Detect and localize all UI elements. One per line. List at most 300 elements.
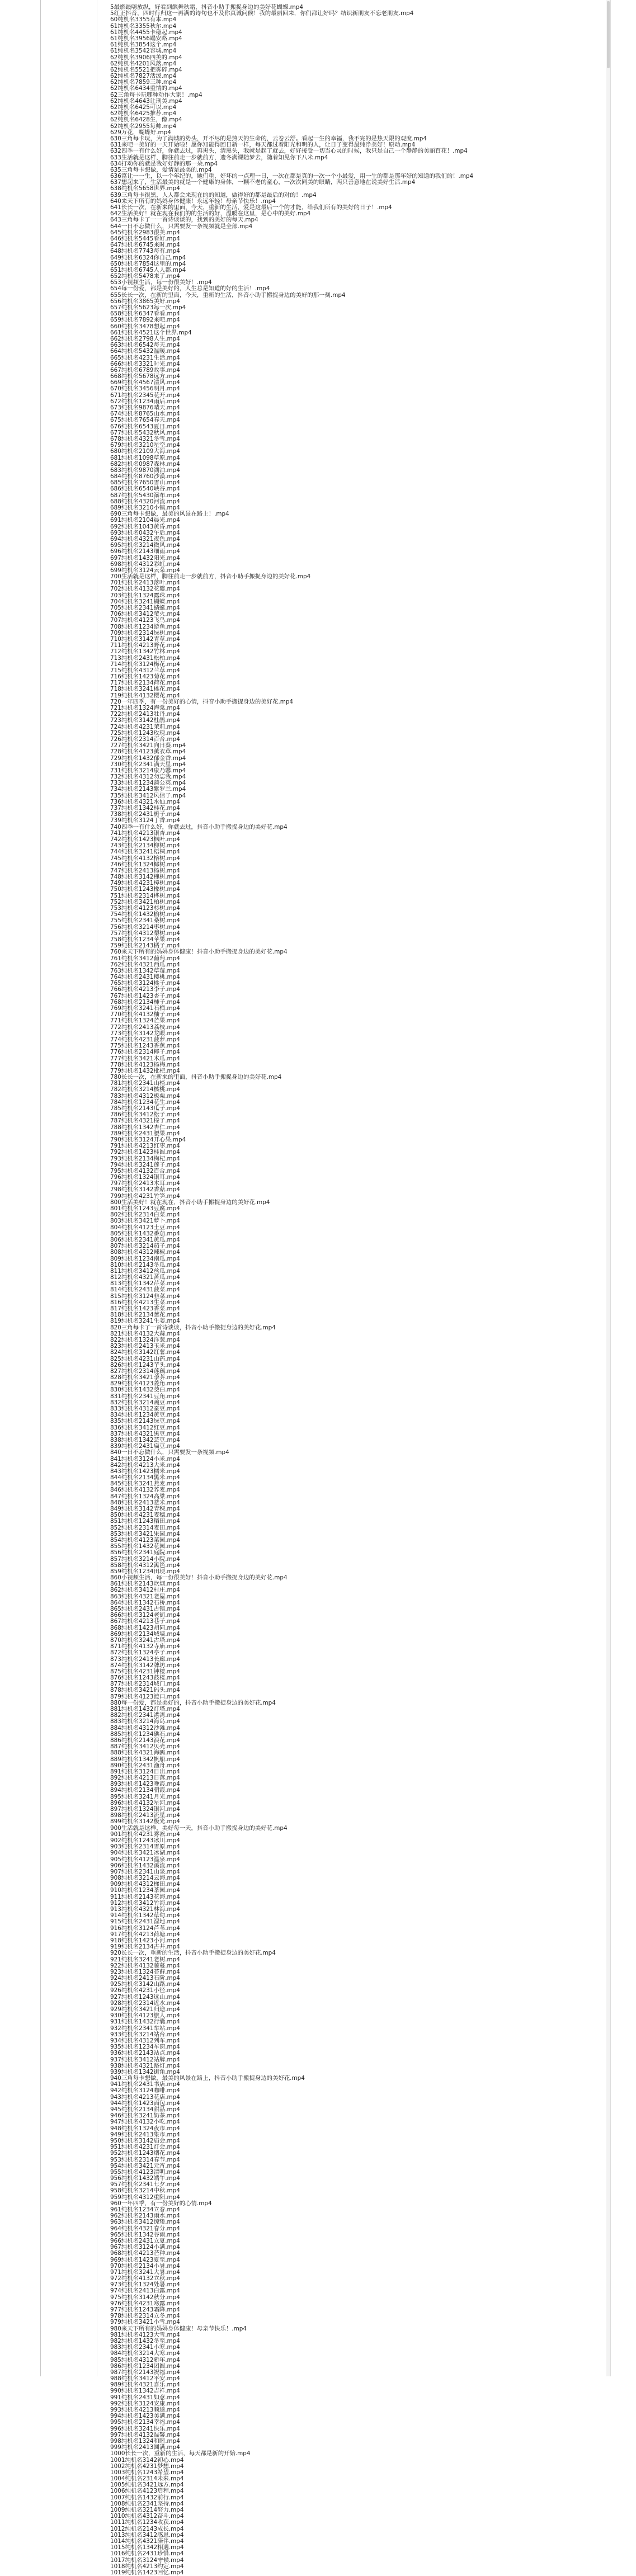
file-list-item[interactable]: [110, 1669, 636, 1675]
file-list-item[interactable]: [110, 2063, 636, 2069]
file-list-item[interactable]: [110, 2532, 636, 2539]
file-list-item[interactable]: [110, 2301, 636, 2307]
file-list-item[interactable]: [110, 1481, 636, 1487]
file-list-item[interactable]: [110, 399, 636, 405]
file-list-item[interactable]: [110, 1581, 636, 1587]
file-list-item[interactable]: [110, 1394, 636, 1400]
file-list-item[interactable]: [110, 11, 636, 17]
file-list-item[interactable]: [110, 1957, 636, 1963]
file-list-item[interactable]: [110, 1525, 636, 1531]
file-list-item[interactable]: [110, 2357, 636, 2363]
file-list-item[interactable]: [110, 2169, 636, 2176]
file-list-item[interactable]: [110, 1675, 636, 1681]
file-list-item[interactable]: [110, 793, 636, 799]
scrollbar-thumb[interactable]: [607, 1, 610, 68]
file-list-item[interactable]: [110, 886, 636, 893]
file-list-item[interactable]: [110, 593, 636, 599]
file-list-item[interactable]: [110, 937, 636, 943]
file-list-item[interactable]: [110, 812, 636, 818]
file-list-item[interactable]: [110, 580, 636, 586]
file-list-item[interactable]: [110, 686, 636, 692]
file-list-item[interactable]: [110, 2482, 636, 2488]
file-list-item[interactable]: [110, 1587, 636, 1593]
file-list-item[interactable]: [110, 843, 636, 849]
file-list-item[interactable]: [110, 1337, 636, 1343]
file-list-item[interactable]: [110, 1137, 636, 1143]
file-list-item[interactable]: [110, 1375, 636, 1381]
file-list-item[interactable]: [110, 999, 636, 1006]
file-list-item[interactable]: [110, 342, 636, 348]
file-list-item[interactable]: [110, 2176, 636, 2182]
file-list-item[interactable]: [110, 1325, 636, 1331]
file-list-item[interactable]: [110, 1462, 636, 1469]
file-list-item[interactable]: [110, 1706, 636, 1712]
file-list-item[interactable]: [110, 924, 636, 931]
file-list-item[interactable]: [110, 762, 636, 768]
file-list-item[interactable]: [110, 574, 636, 580]
file-list-item[interactable]: [110, 1037, 636, 1043]
file-list-item[interactable]: [110, 348, 636, 355]
file-list-item[interactable]: [110, 705, 636, 711]
file-list-item[interactable]: [110, 768, 636, 774]
file-list-item[interactable]: [110, 48, 636, 54]
file-list-item[interactable]: [110, 524, 636, 530]
file-list-item[interactable]: [110, 1018, 636, 1024]
file-list-item[interactable]: [110, 2432, 636, 2438]
file-list-item[interactable]: [110, 2001, 636, 2007]
file-list-item[interactable]: [110, 1450, 636, 1456]
file-list-item[interactable]: [110, 248, 636, 254]
file-list-item[interactable]: [110, 562, 636, 568]
file-list-item[interactable]: [110, 73, 636, 79]
file-list-item[interactable]: [110, 1950, 636, 1956]
file-list-item[interactable]: [110, 1306, 636, 1312]
file-list-item[interactable]: [110, 1437, 636, 1443]
file-list-item[interactable]: [110, 499, 636, 505]
file-list-item[interactable]: [110, 2038, 636, 2044]
file-list-item[interactable]: [110, 1181, 636, 1187]
file-list-item[interactable]: [110, 393, 636, 399]
file-list-item[interactable]: [110, 2082, 636, 2088]
file-list-item[interactable]: [110, 1225, 636, 1231]
file-list-item[interactable]: [110, 1350, 636, 1356]
file-list-item[interactable]: [110, 899, 636, 905]
file-list-item[interactable]: [110, 124, 636, 130]
file-list-item[interactable]: [110, 1406, 636, 1412]
file-list-item[interactable]: [110, 61, 636, 67]
file-list-item[interactable]: [110, 305, 636, 311]
file-list-item[interactable]: [110, 1356, 636, 1362]
file-list-item[interactable]: [110, 2395, 636, 2401]
file-list-item[interactable]: [110, 2226, 636, 2232]
file-list-item[interactable]: [110, 1343, 636, 1350]
file-list-item[interactable]: [110, 2488, 636, 2494]
file-list-item[interactable]: [110, 2295, 636, 2301]
file-list-item[interactable]: [110, 1563, 636, 1569]
file-list-item[interactable]: [110, 1725, 636, 1732]
file-list-item[interactable]: [110, 1093, 636, 1100]
file-list-item[interactable]: [110, 2376, 636, 2382]
file-list-item[interactable]: [110, 1781, 636, 1787]
file-list-item[interactable]: [110, 2270, 636, 2276]
file-list-item[interactable]: [110, 2551, 636, 2557]
file-list-item[interactable]: [110, 1369, 636, 1375]
file-list-item[interactable]: [110, 2032, 636, 2038]
file-list-item[interactable]: [110, 1913, 636, 1919]
file-list-item[interactable]: [110, 267, 636, 273]
file-list-item[interactable]: [110, 1212, 636, 1218]
file-list-item[interactable]: [110, 1174, 636, 1181]
file-list-item[interactable]: [110, 2182, 636, 2188]
file-list-item[interactable]: [110, 2438, 636, 2445]
file-list-item[interactable]: [110, 1106, 636, 1112]
file-list-item[interactable]: [110, 2150, 636, 2157]
file-list-item[interactable]: [110, 1619, 636, 1625]
file-list-item[interactable]: [110, 1056, 636, 1062]
file-list-item[interactable]: [110, 2282, 636, 2288]
file-list-item[interactable]: [110, 1168, 636, 1174]
file-list-item[interactable]: [110, 1143, 636, 1149]
file-list-item[interactable]: [110, 1794, 636, 1800]
file-list-item[interactable]: [110, 2132, 636, 2138]
file-list-item[interactable]: [110, 968, 636, 974]
file-list-item[interactable]: [110, 386, 636, 392]
file-list-item[interactable]: [110, 2363, 636, 2370]
file-list-item[interactable]: [110, 236, 636, 242]
file-list-item[interactable]: [110, 1187, 636, 1193]
file-list-item[interactable]: [110, 2094, 636, 2101]
file-list-item[interactable]: [110, 1237, 636, 1243]
file-list-item[interactable]: [110, 1857, 636, 1863]
file-list-item[interactable]: [110, 880, 636, 886]
file-list-item[interactable]: [110, 630, 636, 636]
file-list-item[interactable]: [110, 643, 636, 649]
file-list-item[interactable]: [110, 2126, 636, 2132]
file-list-item[interactable]: [110, 1981, 636, 1988]
file-list-item[interactable]: [110, 374, 636, 380]
file-list-item[interactable]: [110, 730, 636, 737]
file-list-item[interactable]: [110, 1425, 636, 1431]
file-list-item[interactable]: [110, 230, 636, 236]
file-list-item[interactable]: [110, 2539, 636, 2545]
file-list-item[interactable]: [110, 605, 636, 611]
file-list-item[interactable]: [110, 1606, 636, 1612]
file-list-item[interactable]: [110, 624, 636, 630]
file-list-item[interactable]: [110, 55, 636, 61]
file-list-item[interactable]: [110, 1006, 636, 1012]
file-list-item[interactable]: [110, 799, 636, 805]
file-list-item[interactable]: [110, 2545, 636, 2551]
file-list-item[interactable]: [110, 774, 636, 780]
file-list-item[interactable]: [110, 405, 636, 411]
file-list-item[interactable]: [110, 2313, 636, 2319]
file-list-item[interactable]: [110, 1118, 636, 1124]
file-list-item[interactable]: [110, 2507, 636, 2513]
file-list-item[interactable]: [110, 949, 636, 955]
file-list-item[interactable]: [110, 1025, 636, 1031]
file-list-item[interactable]: [110, 361, 636, 367]
file-list-item[interactable]: [110, 1131, 636, 1137]
file-list-item[interactable]: [110, 1850, 636, 1856]
file-list-item[interactable]: [110, 442, 636, 449]
file-list-item[interactable]: [110, 2370, 636, 2376]
file-list-item[interactable]: [110, 868, 636, 874]
file-list-item[interactable]: [110, 1262, 636, 1268]
file-list-item[interactable]: [110, 1813, 636, 1819]
file-list-item[interactable]: [110, 2101, 636, 2107]
file-list-item[interactable]: [110, 330, 636, 336]
file-list-item[interactable]: [110, 2007, 636, 2013]
file-list-item[interactable]: [110, 2107, 636, 2113]
file-list-item[interactable]: [110, 1012, 636, 1018]
file-list-item[interactable]: [110, 1663, 636, 1669]
file-list-item[interactable]: [110, 493, 636, 499]
file-list-item[interactable]: [110, 336, 636, 342]
file-list-item[interactable]: [110, 1500, 636, 1506]
file-list-item[interactable]: [110, 1600, 636, 1606]
file-list-item[interactable]: [110, 699, 636, 705]
file-list-item[interactable]: [110, 2332, 636, 2338]
file-list-item[interactable]: [110, 1575, 636, 1581]
file-list-item[interactable]: [110, 2163, 636, 2169]
file-list-item[interactable]: [110, 786, 636, 792]
file-list-item[interactable]: [110, 311, 636, 317]
file-list-item[interactable]: [110, 2344, 636, 2351]
file-list-item[interactable]: [110, 261, 636, 267]
file-list-item[interactable]: [110, 1806, 636, 1813]
file-list-item[interactable]: [110, 1744, 636, 1750]
file-list-item[interactable]: [110, 1200, 636, 1206]
file-list-item[interactable]: [110, 180, 636, 186]
file-list-item[interactable]: [110, 1275, 636, 1281]
file-list-item[interactable]: [110, 2113, 636, 2119]
file-list-item[interactable]: [110, 549, 636, 555]
file-list-item[interactable]: [110, 824, 636, 831]
file-list-item[interactable]: [110, 2288, 636, 2294]
file-list-item[interactable]: [110, 1838, 636, 1844]
file-list-item[interactable]: [110, 1763, 636, 1769]
file-list-item[interactable]: [110, 480, 636, 486]
file-list-item[interactable]: [110, 1149, 636, 1155]
file-list-item[interactable]: [110, 1231, 636, 1237]
file-list-item[interactable]: [110, 1156, 636, 1162]
file-list-item[interactable]: [110, 2495, 636, 2501]
file-list-item[interactable]: [110, 1256, 636, 1262]
file-list-item[interactable]: [110, 1268, 636, 1275]
file-list-item[interactable]: [110, 711, 636, 718]
file-list-item[interactable]: [110, 486, 636, 492]
file-list-item[interactable]: [110, 2044, 636, 2050]
file-list-item[interactable]: [110, 912, 636, 918]
file-list-item[interactable]: [110, 2013, 636, 2019]
file-list-item[interactable]: [110, 1907, 636, 1913]
file-list-item[interactable]: [110, 2201, 636, 2207]
file-list-item[interactable]: [110, 2326, 636, 2332]
file-list-item[interactable]: [110, 1081, 636, 1087]
file-list-item[interactable]: [110, 1418, 636, 1424]
file-list-item[interactable]: [110, 1062, 636, 1068]
file-list-item[interactable]: [110, 987, 636, 993]
file-list-item[interactable]: [110, 599, 636, 605]
file-list-item[interactable]: [110, 2213, 636, 2219]
file-list-item[interactable]: [110, 380, 636, 386]
file-list-item[interactable]: [110, 1687, 636, 1693]
file-list-item[interactable]: [110, 974, 636, 980]
file-list-item[interactable]: [110, 1963, 636, 1969]
file-list-item[interactable]: [110, 1888, 636, 1894]
file-list-item[interactable]: [110, 1975, 636, 1981]
file-list-item[interactable]: [110, 2457, 636, 2464]
file-list-item[interactable]: [110, 1681, 636, 1687]
file-list-item[interactable]: [110, 1738, 636, 1744]
file-list-item[interactable]: [110, 1487, 636, 1493]
file-list-item[interactable]: [110, 2464, 636, 2470]
file-list-item[interactable]: [110, 430, 636, 436]
file-list-item[interactable]: [110, 511, 636, 517]
file-list-item[interactable]: [110, 436, 636, 442]
file-list-item[interactable]: [110, 2564, 636, 2570]
file-list-item[interactable]: [110, 2382, 636, 2388]
file-list-item[interactable]: [110, 455, 636, 461]
file-list-item[interactable]: [110, 92, 636, 98]
file-list-item[interactable]: [110, 749, 636, 755]
file-list-item[interactable]: [110, 1412, 636, 1418]
file-list-item[interactable]: [110, 2570, 636, 2576]
file-list-item[interactable]: [110, 680, 636, 686]
file-list-item[interactable]: [110, 636, 636, 643]
file-list-item[interactable]: [110, 242, 636, 248]
file-list-item[interactable]: [110, 2388, 636, 2394]
file-list-item[interactable]: [110, 724, 636, 730]
file-list-item[interactable]: [110, 2019, 636, 2025]
file-list-item[interactable]: [110, 424, 636, 430]
file-list-item[interactable]: [110, 1988, 636, 1994]
file-list-item[interactable]: [110, 962, 636, 968]
file-list-item[interactable]: [110, 1787, 636, 1794]
file-list-item[interactable]: [110, 1531, 636, 1537]
file-list-item[interactable]: [110, 67, 636, 73]
file-list-item[interactable]: [110, 555, 636, 562]
file-list-item[interactable]: [110, 1506, 636, 1512]
file-list-item[interactable]: [110, 2351, 636, 2357]
file-list-item[interactable]: [110, 1249, 636, 1256]
file-list-item[interactable]: [110, 756, 636, 762]
file-list-item[interactable]: [110, 1475, 636, 1481]
file-list-item[interactable]: [110, 2138, 636, 2144]
file-list-item[interactable]: [110, 1049, 636, 1055]
file-list-item[interactable]: [110, 1650, 636, 1656]
file-list-item[interactable]: [110, 1494, 636, 1500]
file-list-item[interactable]: [110, 1832, 636, 1838]
file-list-item[interactable]: [110, 2276, 636, 2282]
file-list-item[interactable]: [110, 956, 636, 962]
file-list-item[interactable]: [110, 905, 636, 912]
file-list-item[interactable]: [110, 649, 636, 655]
file-list-item[interactable]: [110, 1800, 636, 1806]
file-list-item[interactable]: [110, 79, 636, 86]
file-list-item[interactable]: [110, 2476, 636, 2482]
file-list-item[interactable]: [110, 2026, 636, 2032]
file-list-item[interactable]: [110, 1537, 636, 1544]
file-list-item[interactable]: [110, 1732, 636, 1738]
file-list-item[interactable]: [110, 1932, 636, 1938]
file-list-item[interactable]: [110, 856, 636, 862]
file-list-item[interactable]: [110, 1919, 636, 1925]
file-list-item[interactable]: [110, 2407, 636, 2413]
file-list-item[interactable]: [110, 668, 636, 674]
file-list-item[interactable]: [110, 530, 636, 536]
file-list-item[interactable]: [110, 737, 636, 743]
file-list-item[interactable]: [110, 1994, 636, 2001]
file-list-item[interactable]: [110, 662, 636, 668]
file-list-item[interactable]: [110, 2307, 636, 2313]
file-list-item[interactable]: [110, 2419, 636, 2426]
file-list-item[interactable]: [110, 474, 636, 480]
file-list-item[interactable]: [110, 2088, 636, 2094]
file-list-item[interactable]: [110, 1312, 636, 1318]
file-list-item[interactable]: [110, 2144, 636, 2150]
file-list-item[interactable]: [110, 2075, 636, 2082]
file-list-item[interactable]: [110, 837, 636, 843]
file-list-item[interactable]: [110, 2238, 636, 2244]
file-list-item[interactable]: [110, 1894, 636, 1900]
file-list-item[interactable]: [110, 30, 636, 36]
file-list-item[interactable]: [110, 617, 636, 624]
file-list-item[interactable]: [110, 367, 636, 374]
file-list-item[interactable]: [110, 1775, 636, 1781]
file-list-item[interactable]: [110, 1469, 636, 1475]
file-list-item[interactable]: [110, 1300, 636, 1306]
file-list-item[interactable]: [110, 586, 636, 592]
file-list-item[interactable]: [110, 1518, 636, 1525]
file-list-item[interactable]: [110, 2526, 636, 2532]
file-list-item[interactable]: [110, 117, 636, 123]
file-list-item[interactable]: [110, 1875, 636, 1881]
file-list-item[interactable]: [110, 1719, 636, 1725]
file-list-item[interactable]: [110, 1331, 636, 1337]
file-list-item[interactable]: [110, 1512, 636, 1518]
file-list-item[interactable]: [110, 831, 636, 837]
file-list-item[interactable]: [110, 1969, 636, 1975]
file-list-item[interactable]: [110, 411, 636, 417]
file-list-item[interactable]: [110, 2057, 636, 2063]
file-list-item[interactable]: [110, 2219, 636, 2225]
file-list-item[interactable]: [110, 1638, 636, 1644]
file-list-item[interactable]: [110, 1400, 636, 1406]
file-list-item[interactable]: [110, 1644, 636, 1650]
file-list-item[interactable]: [110, 105, 636, 111]
file-list-item[interactable]: [110, 2338, 636, 2344]
file-list-item[interactable]: [110, 893, 636, 899]
file-list-item[interactable]: [110, 718, 636, 724]
file-list-item[interactable]: [110, 1926, 636, 1932]
scrollbar[interactable]: [606, 0, 610, 2376]
file-list-item[interactable]: [110, 1043, 636, 1049]
file-list-item[interactable]: [110, 468, 636, 474]
file-list-item[interactable]: [110, 36, 636, 42]
file-list-item[interactable]: [110, 931, 636, 937]
file-list-item[interactable]: [110, 874, 636, 880]
file-list-item[interactable]: [110, 2207, 636, 2213]
file-list-item[interactable]: [110, 862, 636, 868]
file-list-item[interactable]: [110, 1712, 636, 1719]
file-list-item[interactable]: [110, 743, 636, 749]
file-list-item[interactable]: [110, 1544, 636, 1550]
file-list-item[interactable]: [110, 1125, 636, 1131]
file-list-item[interactable]: [110, 2232, 636, 2238]
file-list-item[interactable]: [110, 980, 636, 987]
file-list-item[interactable]: [110, 1287, 636, 1293]
